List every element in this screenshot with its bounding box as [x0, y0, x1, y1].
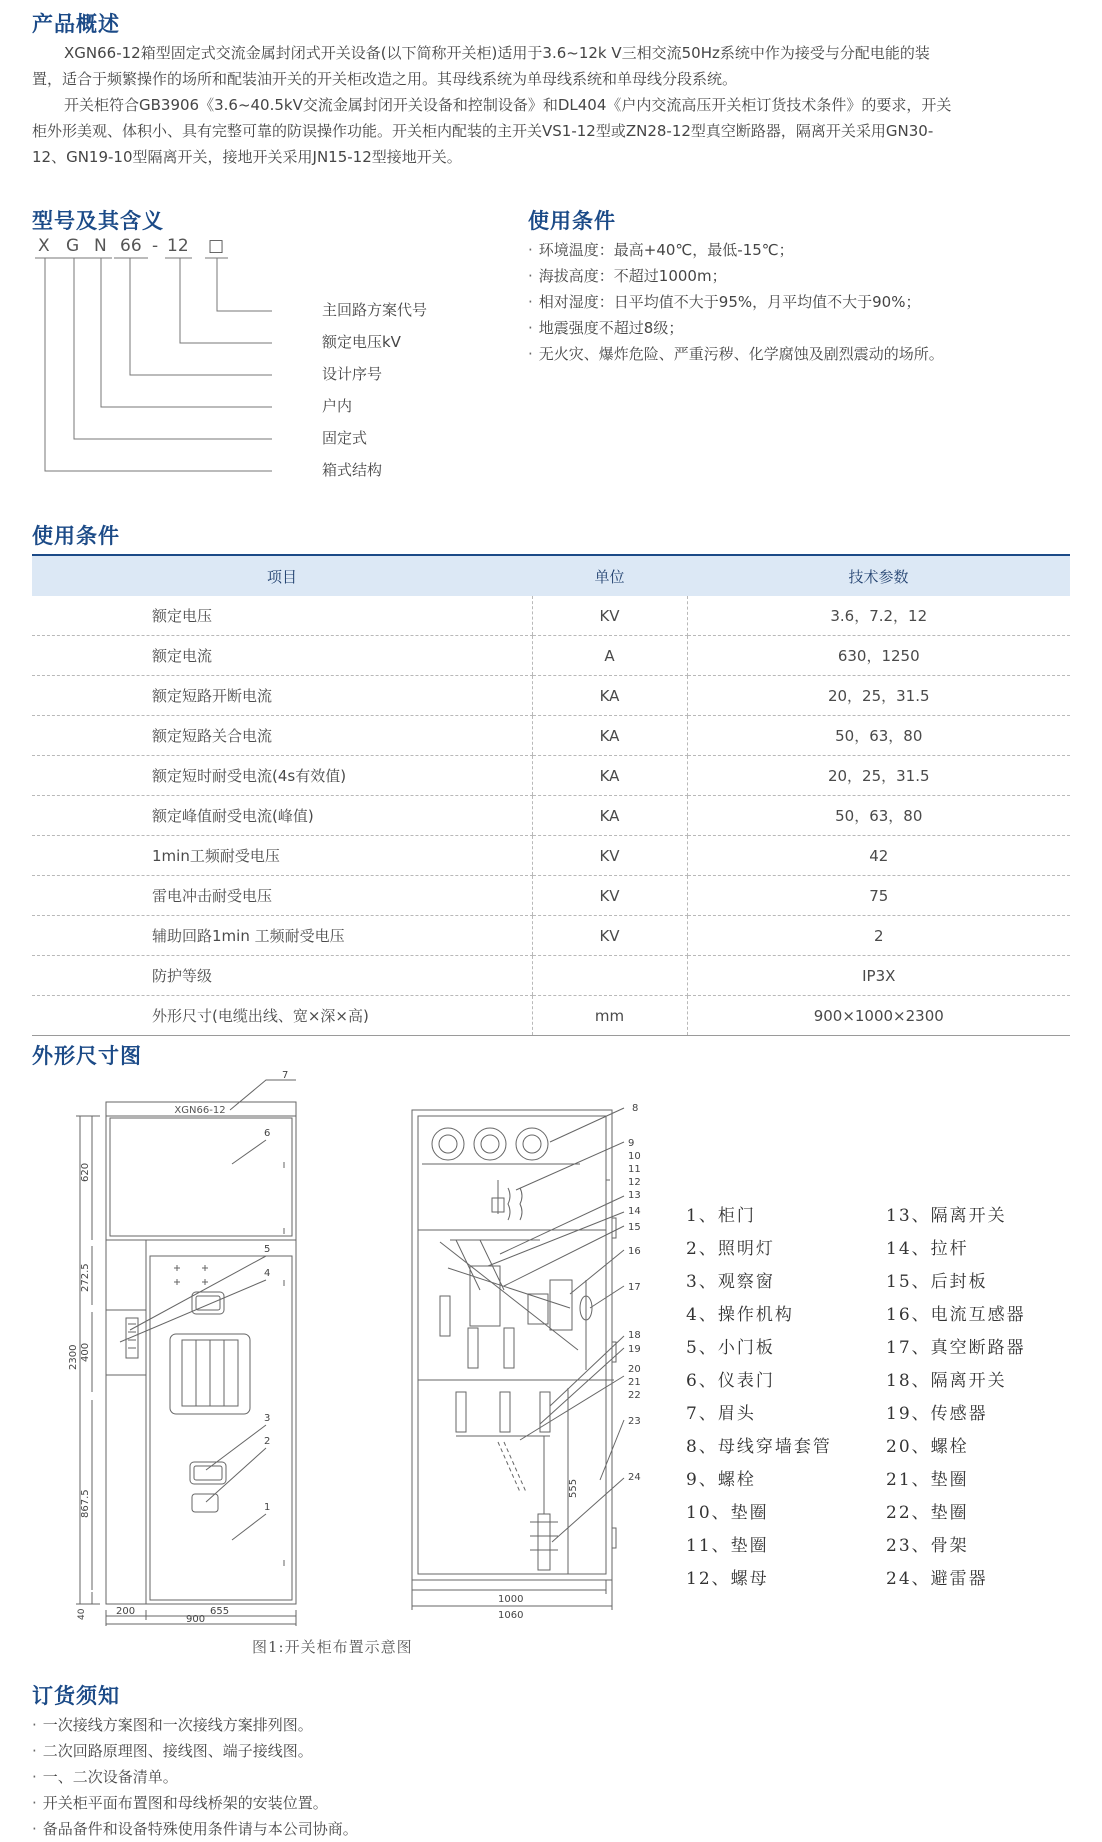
dim-2300: 2300 — [68, 1344, 79, 1370]
figure-caption: 图1:开关柜布置示意图 — [252, 1638, 413, 1656]
legend-item: 9、螺栓 — [686, 1470, 756, 1490]
spec-cell-item: 额定短路关合电流 — [32, 716, 532, 756]
legend-item: 1、柜门 — [686, 1206, 756, 1226]
spec-header-row — [32, 555, 1070, 596]
model-label-indoor: 户内 — [322, 397, 353, 415]
dim-200: 200 — [116, 1606, 136, 1617]
overview-text — [32, 40, 1082, 170]
overview-p1-line1: XGN66-12箱型固定式交流金属封闭式开关设备(以下简称开关柜)适用于3.6~12k V三相交流50Hz系统中作为接受与分配电能的装 — [64, 44, 930, 62]
legend-item: 8、母线穿墙套管 — [686, 1437, 832, 1457]
legend-item: 2、照明灯 — [686, 1239, 775, 1259]
dim-555: 555 — [568, 1478, 579, 1498]
front-callout-6: 6 — [264, 1128, 271, 1139]
overview-title: 产品概述 — [32, 12, 120, 36]
spec-cell-item: 额定短路开断电流 — [32, 676, 532, 716]
condition-item: · 相对湿度：日平均值不大于95%，月平均值不大于90%； — [528, 293, 921, 311]
overview-p2-line1: 开关柜符合GB3906《3.6~40.5kV交流金属封闭开关设备和控制设备》和DL404《户内交流高压开关柜订货技术条件》的要求，开关 — [64, 96, 952, 114]
table-row — [32, 596, 1070, 636]
spec-cell-unit: KV — [532, 916, 687, 956]
spec-cell-param: 42 — [687, 836, 1070, 876]
order-item: · 开关柜平面布置图和母线桥架的安装位置。 — [32, 1794, 328, 1812]
legend-item: 17、真空断路器 — [886, 1338, 1026, 1358]
spec-header-param: 技术参数 — [687, 555, 1070, 596]
spec-cell-param: 3.6，7.2，12 — [687, 596, 1070, 636]
spec-cell-unit: KA — [532, 716, 687, 756]
nameplate: XGN66-12 — [174, 1105, 226, 1116]
legend-item: 11、垫圈 — [686, 1536, 769, 1556]
spec-cell-item: 辅助回路1min 工频耐受电压 — [32, 916, 532, 956]
legend-right — [886, 1200, 1026, 1596]
dim-400: 400 — [80, 1342, 91, 1362]
dim-655: 655 — [210, 1606, 230, 1617]
order-item: · 一次接线方案图和一次接线方案排列图。 — [32, 1716, 313, 1734]
dim-1000: 1000 — [498, 1594, 524, 1605]
code-x: X — [38, 236, 50, 256]
side-callout-17: 17 — [628, 1282, 641, 1293]
model-label-design: 设计序号 — [322, 365, 383, 383]
side-callout-11: 11 — [628, 1164, 641, 1175]
side-callout-24: 24 — [628, 1472, 641, 1483]
order-item: · 备品备件和设备特殊使用条件请与本公司协商。 — [32, 1820, 358, 1838]
condition-item: · 海拔高度：不超过1000m； — [528, 267, 727, 285]
spec-cell-item: 额定电压 — [32, 596, 532, 636]
spec-cell-item: 雷电冲击耐受电压 — [32, 876, 532, 916]
table-row — [32, 676, 1070, 716]
model-label-box: 箱式结构 — [322, 461, 383, 479]
table-row — [32, 956, 1070, 996]
spec-cell-param: 50，63，80 — [687, 796, 1070, 836]
spec-cell-unit: KV — [532, 596, 687, 636]
table-row — [32, 916, 1070, 956]
spec-table — [32, 554, 1070, 1036]
spec-cell-unit: KA — [532, 756, 687, 796]
spec-header-unit: 单位 — [532, 555, 687, 596]
legend-item: 4、操作机构 — [686, 1305, 794, 1325]
legend-item: 20、螺栓 — [886, 1437, 969, 1457]
side-callout-13: 13 — [628, 1190, 641, 1201]
side-callout-19: 19 — [628, 1344, 641, 1355]
front-callout-2: 2 — [264, 1436, 271, 1447]
front-view-drawing — [70, 1070, 340, 1630]
table-row — [32, 756, 1070, 796]
table-row — [32, 716, 1070, 756]
dim-867: 867.5 — [80, 1489, 91, 1518]
legend-item: 14、拉杆 — [886, 1239, 969, 1259]
spec-cell-item: 额定电流 — [32, 636, 532, 676]
order-item: · 一、二次设备清单。 — [32, 1768, 178, 1786]
legend-item: 24、避雷器 — [886, 1569, 988, 1589]
condition-item: · 无火灾、爆炸危险、严重污秽、化学腐蚀及剧烈震动的场所。 — [528, 345, 944, 363]
legend-item: 10、垫圈 — [686, 1503, 769, 1523]
front-callout-5: 5 — [264, 1244, 271, 1255]
spec-cell-param: 630，1250 — [687, 636, 1070, 676]
legend-item: 19、传感器 — [886, 1404, 988, 1424]
legend-item: 22、垫圈 — [886, 1503, 969, 1523]
model-label-scheme: 主回路方案代号 — [322, 301, 428, 319]
spec-cell-param: 75 — [687, 876, 1070, 916]
spec-cell-param: 20，25，31.5 — [687, 676, 1070, 716]
side-callout-18: 18 — [628, 1330, 641, 1341]
conditions-list — [528, 237, 1068, 367]
dim-40: 40 — [77, 1608, 87, 1620]
model-label-fixed: 固定式 — [322, 429, 368, 447]
dim-620: 620 — [80, 1162, 91, 1182]
overview-p2-line3: 12、GN19-10型隔离开关，接地开关采用JN15-12型接地开关。 — [32, 148, 462, 166]
legend-item: 13、隔离开关 — [886, 1206, 1007, 1226]
code-box: □ — [208, 236, 225, 256]
spec-cell-param: IP3X — [687, 956, 1070, 996]
side-callout-15: 15 — [628, 1222, 641, 1233]
condition-item: · 地震强度不超过8级； — [528, 319, 684, 337]
side-callout-10: 10 — [628, 1151, 641, 1162]
drawing-title: 外形尺寸图 — [32, 1044, 142, 1068]
spec-cell-item: 1min工频耐受电压 — [32, 836, 532, 876]
legend-item: 5、小门板 — [686, 1338, 775, 1358]
code-dash: - — [152, 236, 159, 256]
legend-item: 21、垫圈 — [886, 1470, 969, 1490]
table-row — [32, 636, 1070, 676]
spec-cell-unit — [532, 956, 687, 996]
spec-cell-unit: KV — [532, 876, 687, 916]
overview-p2-line2: 柜外形美观、体积小、具有完整可靠的防误操作功能。开关柜内配装的主开关VS1-12型或ZN28-12型真空断路器，隔离开关采用GN30- — [32, 122, 934, 140]
side-callout-20: 20 — [628, 1364, 641, 1375]
spec-title: 使用条件 — [32, 524, 120, 548]
spec-cell-unit: KV — [532, 836, 687, 876]
table-row — [32, 836, 1070, 876]
spec-header-item: 项目 — [32, 555, 532, 596]
legend-left — [686, 1200, 832, 1596]
legend-item: 23、骨架 — [886, 1536, 969, 1556]
code-g: G — [66, 236, 80, 256]
model-title: 型号及其含义 — [32, 209, 164, 233]
side-view-drawing — [400, 1080, 660, 1625]
table-row — [32, 796, 1070, 836]
spec-cell-item: 额定峰值耐受电流(峰值) — [32, 796, 532, 836]
side-callout-14: 14 — [628, 1206, 641, 1217]
spec-cell-unit: A — [532, 636, 687, 676]
spec-cell-unit: KA — [532, 676, 687, 716]
table-row — [32, 876, 1070, 916]
front-callout-7: 7 — [282, 1070, 289, 1081]
side-callout-16: 16 — [628, 1246, 641, 1257]
spec-cell-param: 20，25，31.5 — [687, 756, 1070, 796]
code-n: N — [94, 236, 107, 256]
condition-item: · 环境温度：最高+40℃，最低-15℃； — [528, 241, 794, 259]
spec-cell-item: 外形尺寸(电缆出线、宽×深×高) — [32, 996, 532, 1036]
legend-item: 12、螺母 — [686, 1569, 769, 1589]
front-callout-4: 4 — [264, 1268, 271, 1279]
spec-cell-param: 900×1000×2300 — [687, 996, 1070, 1036]
model-label-voltage: 额定电压kV — [322, 333, 401, 351]
legend-item: 15、后封板 — [886, 1272, 988, 1292]
dim-1060: 1060 — [498, 1610, 524, 1621]
side-callout-12: 12 — [628, 1177, 641, 1188]
legend-item: 18、隔离开关 — [886, 1371, 1007, 1391]
side-callout-9: 9 — [628, 1138, 635, 1149]
order-title: 订货须知 — [32, 1684, 120, 1708]
spec-cell-param: 2 — [687, 916, 1070, 956]
spec-cell-item: 防护等级 — [32, 956, 532, 996]
legend-item: 3、观察窗 — [686, 1272, 775, 1292]
side-callout-23: 23 — [628, 1416, 641, 1427]
side-callout-22: 22 — [628, 1390, 641, 1401]
spec-cell-param: 50，63，80 — [687, 716, 1070, 756]
front-callout-3: 3 — [264, 1413, 271, 1424]
code-12: 12 — [167, 236, 189, 256]
table-row — [32, 996, 1070, 1036]
side-callout-8: 8 — [632, 1103, 639, 1114]
overview-p1-line2: 置，适合于频繁操作的场所和配装油开关的开关柜改造之用。其母线系统为单母线系统和单母线分段系统。 — [32, 70, 738, 88]
legend-item: 16、电流互感器 — [886, 1305, 1026, 1325]
dim-900: 900 — [186, 1614, 206, 1625]
order-item: · 二次回路原理图、接线图、端子接线图。 — [32, 1742, 313, 1760]
conditions-title: 使用条件 — [528, 209, 616, 233]
spec-cell-unit: mm — [532, 996, 687, 1036]
code-66: 66 — [120, 236, 142, 256]
front-callout-1: 1 — [264, 1502, 271, 1513]
model-leader-lines — [32, 236, 462, 496]
dim-272: 272.5 — [80, 1263, 91, 1292]
model-diagram — [32, 236, 462, 496]
legend-item: 7、眉头 — [686, 1404, 756, 1424]
legend-item: 6、仪表门 — [686, 1371, 775, 1391]
spec-cell-unit: KA — [532, 796, 687, 836]
side-callout-21: 21 — [628, 1377, 641, 1388]
order-list — [32, 1712, 632, 1842]
spec-cell-item: 额定短时耐受电流(4s有效值) — [32, 756, 532, 796]
